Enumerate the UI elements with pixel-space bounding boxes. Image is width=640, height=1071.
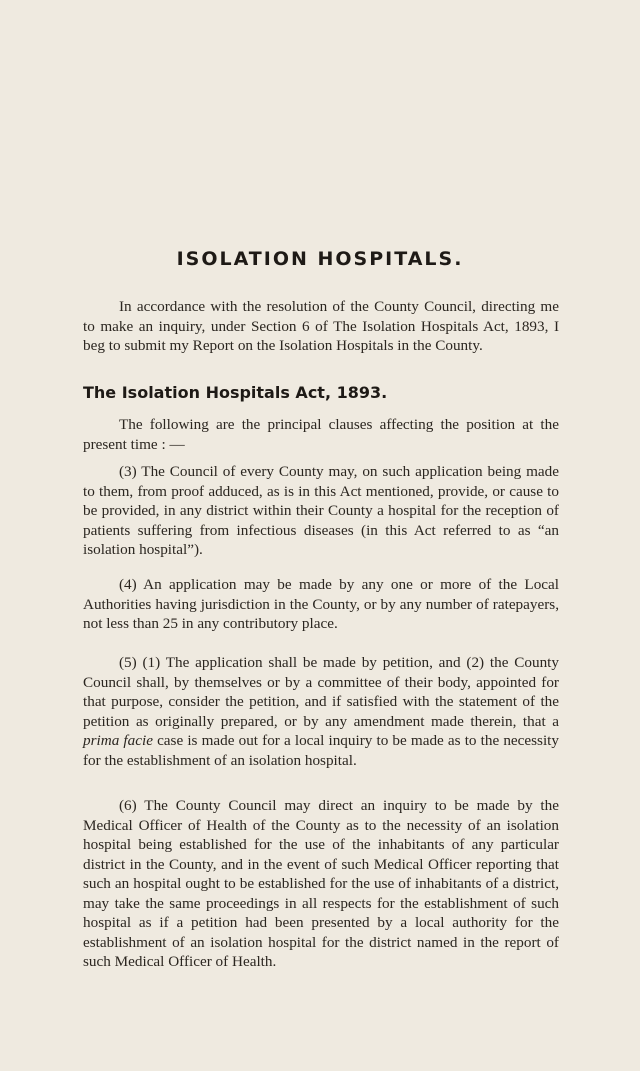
clause-5-text (83, 653, 559, 770)
clause-6-text: (6) The County Council may direct an inquiry to be made by the Medical Officer of Health of the County as to the necessity of an isolation hospital being established for the use of the inhabitants of any particular district in the County, and in the event of such Medical Officer reporting that such an hospital ought to be established for the use of inhabitants of a district, may take the same proceedings in all respects for the establishment of such hospital as if a petition had been presented by a local authority for the establishment of an isolation hospital for the district named in the report of such Medical Officer of Health. (83, 797, 559, 970)
clause-3 (83, 462, 559, 560)
intro-text: In accordance with the resolution of the County Council, directing me to make an inquiry, under Section 6 of The Isolation Hospitals Act, 1893, I beg to submit my Report on the Isolation Hospitals in the County. (83, 298, 559, 354)
clauses-intro-paragraph (83, 415, 559, 454)
clause-5-text-after: case is made out for a local inquiry to be made as to the necessity for the establishment of an isolation hospital. (83, 732, 559, 769)
clause-6 (83, 796, 559, 972)
clause-5-text-before: (5) (1) The application shall be made by petition, and (2) the County Council shall, by themselves or by a committee of their body, appointed for that purpose, consider the petition, and if satisfied with the statement of the petition as originally prepared, or by any amendment made therein, that a (83, 654, 559, 730)
section-heading: The Isolation Hospitals Act, 1893. (83, 383, 388, 402)
clause-3-text: (3) The Council of every County may, on such application being made to them, from proof adduced, as is in this Act mentioned, provide, or cause to be provided, in any district within their County a hospital for the reception of patients suffering from infectious diseases (in this Act referred to as “an isolation hospital”). (83, 463, 559, 558)
clause-5 (83, 653, 559, 770)
clause-5-italic: prima facie (83, 732, 153, 749)
intro-paragraph (83, 297, 559, 356)
clause-4-text: (4) An application may be made by any one or more of the Local Authorities having jurisdiction in the County, or by any number of ratepayers, not less than 25 in any contributory place. (83, 576, 559, 632)
clause-4 (83, 575, 559, 634)
clauses-intro-text: The following are the principal clauses affecting the position at the present time : — (83, 416, 559, 453)
page-title: ISOLATION HOSPITALS. (176, 248, 464, 270)
